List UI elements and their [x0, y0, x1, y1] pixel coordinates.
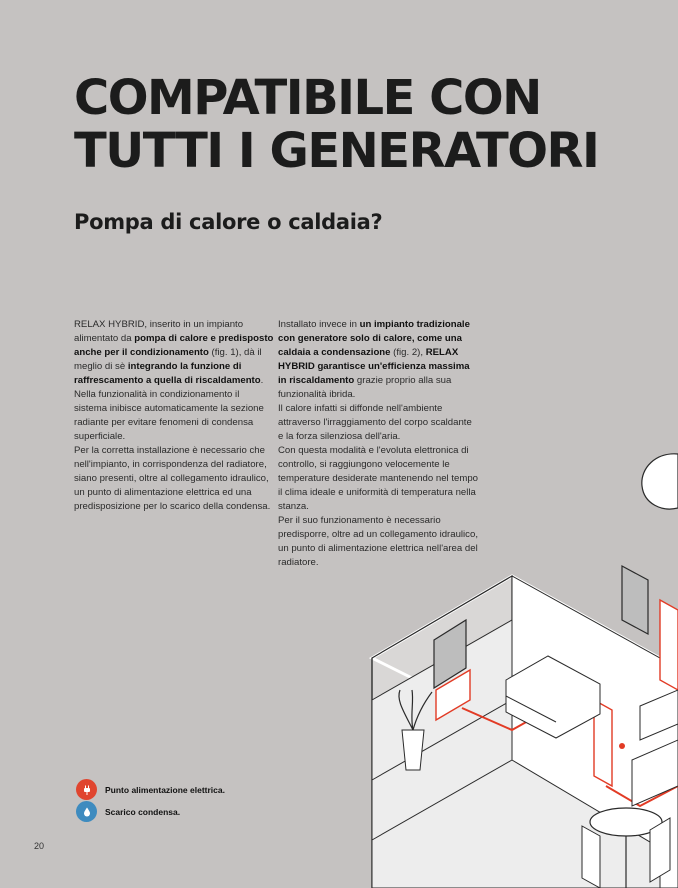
title-line-2: TUTTI I GENERATORI	[74, 123, 599, 179]
text-span: (fig. 2),	[390, 347, 426, 358]
legend-power-label: Punto alimentazione elettrica.	[105, 784, 225, 795]
cloud-shape	[642, 454, 678, 509]
text-span: .	[260, 375, 264, 386]
page-number: 20	[34, 841, 45, 851]
legend-item-drain	[76, 801, 180, 822]
paragraph-requirements: Per il suo funzionamento è necessario predisporre, oltre ad un collegamento idraulico, un punto di alimentazione elettrica nell'area del radiatore.	[278, 515, 478, 568]
text-span: RELAX HYBRID, inserito in un impianto alimentato da	[74, 319, 244, 344]
plant-pot	[402, 730, 424, 770]
paragraph-installation: Per la corretta installazione è necessario che nell'impianto, in corrispondenza del radiatore, siano presenti, oltre al collegamento idraulico, un punto di alimentazione elettrica ed una predisposizione per lo scarico della condensa.	[74, 445, 271, 512]
bold-text: integrando la funzione di raffrescamento a quella di riscaldamento	[74, 361, 261, 386]
chair-left	[582, 826, 600, 888]
pipe-node	[619, 743, 625, 749]
radiator-unit-3	[660, 600, 678, 690]
water-drop-icon	[76, 801, 97, 822]
bold-text: un impianto tradizionale con generatore solo di calore, come una caldaia a condensazione	[278, 319, 470, 358]
plug-icon	[76, 779, 97, 800]
legend-power	[76, 779, 225, 800]
page-subtitle: Pompa di calore o caldaia?	[74, 210, 383, 234]
paragraph-conditioning: Nella funzionalità in condizionamento il sistema inibisce automaticamente la sezione radiante per evitare fenomeni di condensa superficiale.	[74, 389, 264, 442]
legend-drain	[76, 801, 180, 822]
text-span: grazie proprio alla sua funzionalità ibrida.	[278, 375, 452, 400]
legend-item-power	[76, 779, 225, 800]
title-line-1: COMPATIBILE CON	[74, 70, 541, 126]
paragraph-heat-diffusion: Il calore infatti si diffonde nell'ambiente attraverso l'irraggiamento del corpo scaldante e la forza silenziosa dell'aria.	[278, 403, 472, 442]
window-right	[622, 566, 648, 634]
legend-drain-label: Scarico condensa.	[105, 806, 181, 817]
bold-text: RELAX HYBRID garantisce un'efficienza massima in riscaldamento	[278, 347, 470, 386]
text-span: (fig. 1), dà il meglio di sè	[74, 347, 262, 372]
paragraph-electronics: Con questa modalità e l'evoluta elettronica di controllo, si raggiungono velocemente le temperature desiderate mantenendo nel tempo il clima ideale e uniformità di temperatura nella stanza.	[278, 445, 478, 512]
bold-text: pompa di calore e predisposto anche per il condizionamento	[74, 333, 274, 358]
text-span: Installato invece in	[278, 319, 360, 330]
